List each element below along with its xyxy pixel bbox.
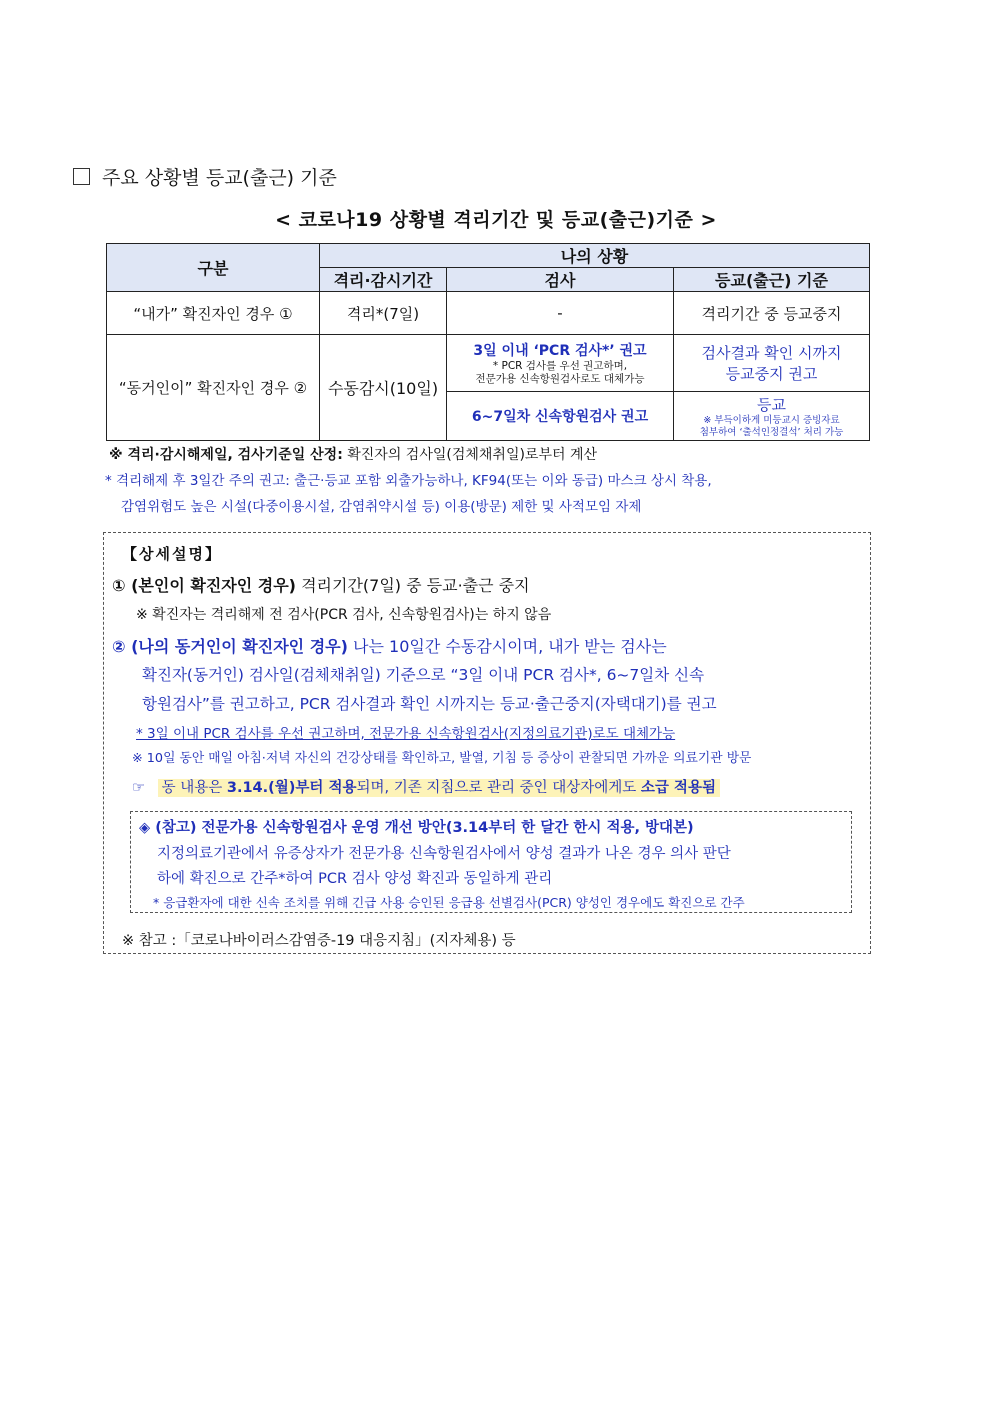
note-after-release-1: * 격리해제 후 3일간 주의 권고: 출근·등교 포함 외출가능하나, KF94(또는 이와 동급) 마스크 상시 착용,	[105, 473, 712, 489]
criteria-table	[106, 243, 870, 441]
row2-attendance2-sub2: 첨부하여 ‘출석인정결석’ 처리 가능	[699, 426, 844, 438]
row2-attendance1	[674, 335, 870, 392]
detail-item1-bold: ① (본인이 확진자인 경우)	[112, 576, 296, 595]
heading-text: 주요 상황별 등교(출근) 기준	[102, 167, 337, 189]
detail-item2-rest: 나는 10일간 수동감시이며, 내가 받는 검사는	[347, 637, 667, 656]
header-attendance: 등교(출근) 기준	[674, 268, 870, 292]
header-category: 구분	[107, 244, 320, 292]
detail-apply-highlight	[158, 779, 720, 797]
ref-line1: 지정의료기관에서 유증상자가 전문가용 신속항원검사에서 양성 결과가 나온 경우 의사 판단	[157, 846, 731, 862]
detail-item2-bold: ② (나의 동거인이 확진자인 경우)	[112, 637, 348, 656]
detail-reference: ※ 참고 :「코로나바이러스감염증-19 대응지침」(지자체용) 등	[122, 933, 516, 949]
detail-item1-note: ※ 확진자는 격리해제 전 검사(PCR 검사, 신속항원검사)는 하지 않음	[136, 607, 552, 623]
row2-test1-sub2: 전문가용 신속항원검사로도 대체가능	[475, 373, 645, 385]
note-calculation	[105, 442, 875, 468]
row2-quarantine: 수동감시(10일)	[320, 335, 447, 441]
note-calculation-bold: ※ 격리·감시해제일, 검사기준일 산정:	[109, 447, 343, 463]
row2-attendance1-line2: 등교중지 권고	[725, 365, 818, 383]
header-quarantine: 격리·감시기간	[320, 268, 447, 292]
row1-category: “내가” 확진자인 경우 ①	[107, 292, 320, 335]
row2-category: “동거인이” 확진자인 경우 ②	[107, 335, 320, 441]
header-test: 검사	[447, 268, 674, 292]
detail-item2	[112, 634, 667, 657]
detail-box	[103, 532, 871, 954]
checkbox-icon	[73, 168, 90, 185]
row2-attendance1-line1: 검사결과 확인 시까지	[701, 344, 842, 362]
row2-attendance2	[674, 392, 870, 441]
table-row	[107, 292, 870, 335]
section-heading	[73, 163, 337, 190]
row1-test: -	[447, 292, 674, 335]
row1-quarantine: 격리*(7일)	[320, 292, 447, 335]
detail-apply-end: 소급 적용됨	[640, 780, 716, 796]
reference-box	[130, 811, 852, 913]
detail-item1	[112, 573, 530, 596]
detail-apply	[132, 776, 720, 797]
row2-test1	[447, 335, 674, 392]
note-after-release-2: 감염위험도 높은 시설(다중이용시설, 감염취약시설 등) 이용(방문) 제한 및 사적모임 자제	[121, 499, 642, 515]
detail-apply-mid: 되며, 기존 지침으로 관리 중인 대상자에게도	[356, 780, 641, 796]
detail-item2-line3: 항원검사”를 권고하고, PCR 검사결과 확인 시까지는 등교·출근중지(자택대기)를 권고	[142, 695, 717, 713]
detail-title: 【상세설명】	[122, 545, 222, 563]
detail-apply-date: 3.14.(월)부터 적용	[226, 780, 357, 796]
detail-item2-note: ※ 10일 동안 매일 아침·저녁 자신의 건강상태를 확인하고, 발열, 기침 등 증상이 관찰되면 가까운 의료기관 방문	[132, 751, 752, 766]
detail-apply-pre: 동 내용은	[161, 780, 227, 796]
table-row	[107, 335, 870, 392]
ref-title: ◈ (참고) 전문가용 신속항원검사 운영 개선 방안(3.14부터 한 달간 한시 적용, 방대본)	[139, 820, 694, 836]
table-notes	[105, 442, 875, 520]
detail-item2-star: * 3일 이내 PCR 검사를 우선 권고하며, 전문가용 신속항원검사(지정의료기관)로도 대체가능	[136, 726, 676, 742]
row2-test1-main: 3일 이내 ‘PCR 검사*’ 권고	[473, 343, 647, 359]
row2-attendance2-main: 등교	[757, 395, 786, 414]
table-title: < 코로나19 상황별 격리기간 및 등교(출근)기준 >	[275, 209, 717, 231]
ref-star: * 응급환자에 대한 신속 조치를 위해 긴급 사용 승인된 응급용 선별검사(PCR) 양성인 경우에도 확진으로 간주	[153, 895, 745, 910]
row1-attendance: 격리기간 중 등교중지	[674, 292, 870, 335]
row2-test1-sub1: * PCR 검사를 우선 권고하며,	[492, 360, 628, 372]
header-my-situation: 나의 상황	[320, 244, 870, 268]
detail-item2-line2: 확진자(동거인) 검사일(검체채취일) 기준으로 “3일 이내 PCR 검사*, 6~7일차 신속	[142, 666, 705, 684]
row2-attendance2-sub1: ※ 부득이하게 미등교시 증빙자료	[703, 414, 840, 426]
ref-line2: 하에 확진으로 간주*하여 PCR 검사 양성 확진과 동일하게 관리	[157, 871, 553, 887]
row2-test2: 6~7일차 신속항원검사 권고	[447, 392, 674, 441]
pointing-hand-icon: ☞	[132, 780, 145, 796]
note-calculation-rest: 확진자의 검사일(검체채취일)로부터 계산	[342, 447, 597, 463]
detail-item1-rest: 격리기간(7일) 중 등교·출근 중지	[296, 576, 530, 595]
